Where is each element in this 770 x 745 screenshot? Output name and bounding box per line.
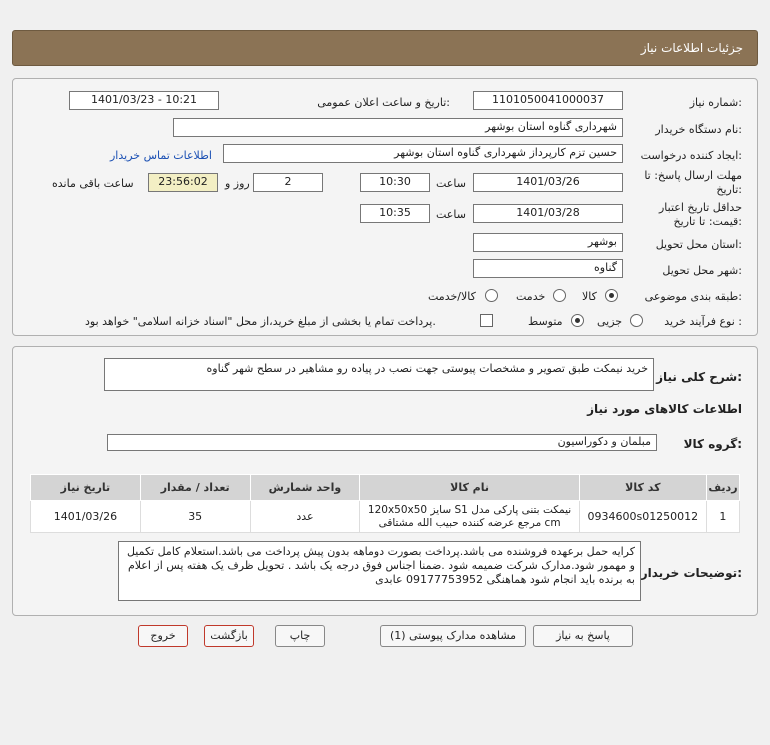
deadline-label-2: تاریخ: (716, 183, 742, 196)
col-date: تاریخ نیاز (31, 475, 141, 501)
process-label: نوع فرآیند خرید : (664, 315, 742, 328)
validity-time-label: ساعت (436, 208, 466, 221)
process-medium-label: متوسط (528, 315, 563, 328)
province-field[interactable]: بوشهر (473, 233, 623, 252)
deadline-date-field[interactable]: 1401/03/26 (473, 173, 623, 192)
goods-table-header (31, 475, 740, 501)
need-number-field[interactable]: 1101050041000037 (473, 91, 623, 110)
deadline-time-label: ساعت (436, 177, 466, 190)
city-field[interactable]: گناوه (473, 259, 623, 278)
goods-group-field: مبلمان و دکوراسیون (107, 434, 657, 451)
goods-group-label: گروه کالا: (683, 437, 742, 451)
remaining-label: ساعت باقی مانده (52, 177, 134, 190)
validity-time-field[interactable]: 10:35 (360, 204, 430, 223)
need-number-label: شماره نیاز: (689, 96, 742, 109)
cell-name: نیمکت بتنی پارکی مدل S1 سایز 120x50x50 cm مرجع عرضه کننده حبیب الله مشتاقی (360, 501, 580, 533)
process-medium-radio[interactable] (571, 314, 584, 327)
category-label: طبقه بندی موضوعی: (644, 290, 742, 303)
col-qty: تعداد / مقدار (140, 475, 250, 501)
buyer-field[interactable]: شهرداری گناوه استان بوشهر (173, 118, 623, 137)
province-label: استان محل تحویل: (655, 238, 742, 251)
buyer-label: نام دستگاه خریدار: (655, 123, 742, 136)
city-label: شهر محل تحویل: (662, 264, 742, 277)
announce-label: تاریخ و ساعت اعلان عمومی: (317, 96, 450, 109)
col-unit: واحد شمارش (250, 475, 360, 501)
days-field[interactable]: 2 (253, 173, 323, 192)
creator-label: ایجاد کننده درخواست: (640, 149, 742, 162)
cell-row: 1 (706, 501, 739, 533)
back-button[interactable]: بازگشت (204, 625, 254, 647)
process-minor-label: جزیی (597, 315, 623, 328)
days-label: روز و (225, 177, 250, 190)
process-minor-radio[interactable] (630, 314, 643, 327)
col-row: ردیف (706, 475, 739, 501)
deadline-label: مهلت ارسال پاسخ: تا (644, 169, 742, 182)
payment-note: پرداخت تمام یا بخشی از مبلغ خرید،از محل "اسناد خزانه اسلامی" خواهد بود. (85, 315, 436, 328)
treasury-checkbox[interactable] (480, 314, 493, 327)
summary-label: شرح کلی نیاز: (656, 370, 742, 384)
col-name: نام کالا (360, 475, 580, 501)
reply-button[interactable]: پاسخ به نیاز (533, 625, 633, 647)
page-title: جزئیات اطلاعات نیاز (640, 41, 743, 55)
col-code: کد کالا (579, 475, 706, 501)
deadline-time-field[interactable]: 10:30 (360, 173, 430, 192)
notes-label: توضیحات خریدار: (640, 566, 742, 580)
cell-code: 0934600s01250012 (579, 501, 706, 533)
category-service-radio[interactable] (553, 289, 566, 302)
creator-field[interactable]: حسین تزم کارپرداز شهرداری گناوه استان بوشهر (223, 144, 623, 163)
view-documents-button[interactable]: مشاهده مدارک پیوستی (1) (380, 625, 526, 647)
goods-table (30, 474, 740, 533)
category-both-label: کالا/خدمت (428, 290, 476, 303)
summary-text: خرید نیمکت طبق تصویر و مشخصات پیوستی جهت نصب در پیاده رو مشاهیر در سطح شهر گناوه (104, 358, 654, 391)
category-goods-radio[interactable] (605, 289, 618, 302)
category-service-label: خدمت (516, 290, 546, 303)
cell-qty: 35 (140, 501, 250, 533)
validity-date-field[interactable]: 1401/03/28 (473, 204, 623, 223)
category-both-radio[interactable] (485, 289, 498, 302)
buyer-contact-link[interactable]: اطلاعات تماس خریدار (110, 149, 212, 162)
category-goods-label: کالا (582, 290, 597, 303)
goods-section-title: اطلاعات کالاهای مورد نیاز (587, 402, 742, 416)
validity-label-2: قیمت: تا تاریخ: (673, 215, 742, 228)
cell-unit: عدد (250, 501, 360, 533)
validity-label: حداقل تاریخ اعتبار (658, 201, 742, 214)
exit-button[interactable]: خروج (138, 625, 188, 647)
cell-date: 1401/03/26 (31, 501, 141, 533)
table-row (31, 501, 740, 533)
notes-text: کرایه حمل برعهده فروشنده می باشد.پرداخت بصورت دوماهه بدون پیش پرداخت می باشد.استعلام کامل تکمیل و مهمور شود.مدارک شرکت ضمیمه شود .ضمنا اجناس فوق درجه یک باشد . تحویل ظرف یک هفته پس از اعلام به برنده باید انجام شود هماهنگی 09177753952 عابدی (118, 541, 641, 601)
remaining-time-field: 23:56:02 (148, 173, 218, 192)
announce-field[interactable]: 1401/03/23 - 10:21 (69, 91, 219, 110)
title-bar (12, 30, 758, 66)
print-button[interactable]: چاپ (275, 625, 325, 647)
